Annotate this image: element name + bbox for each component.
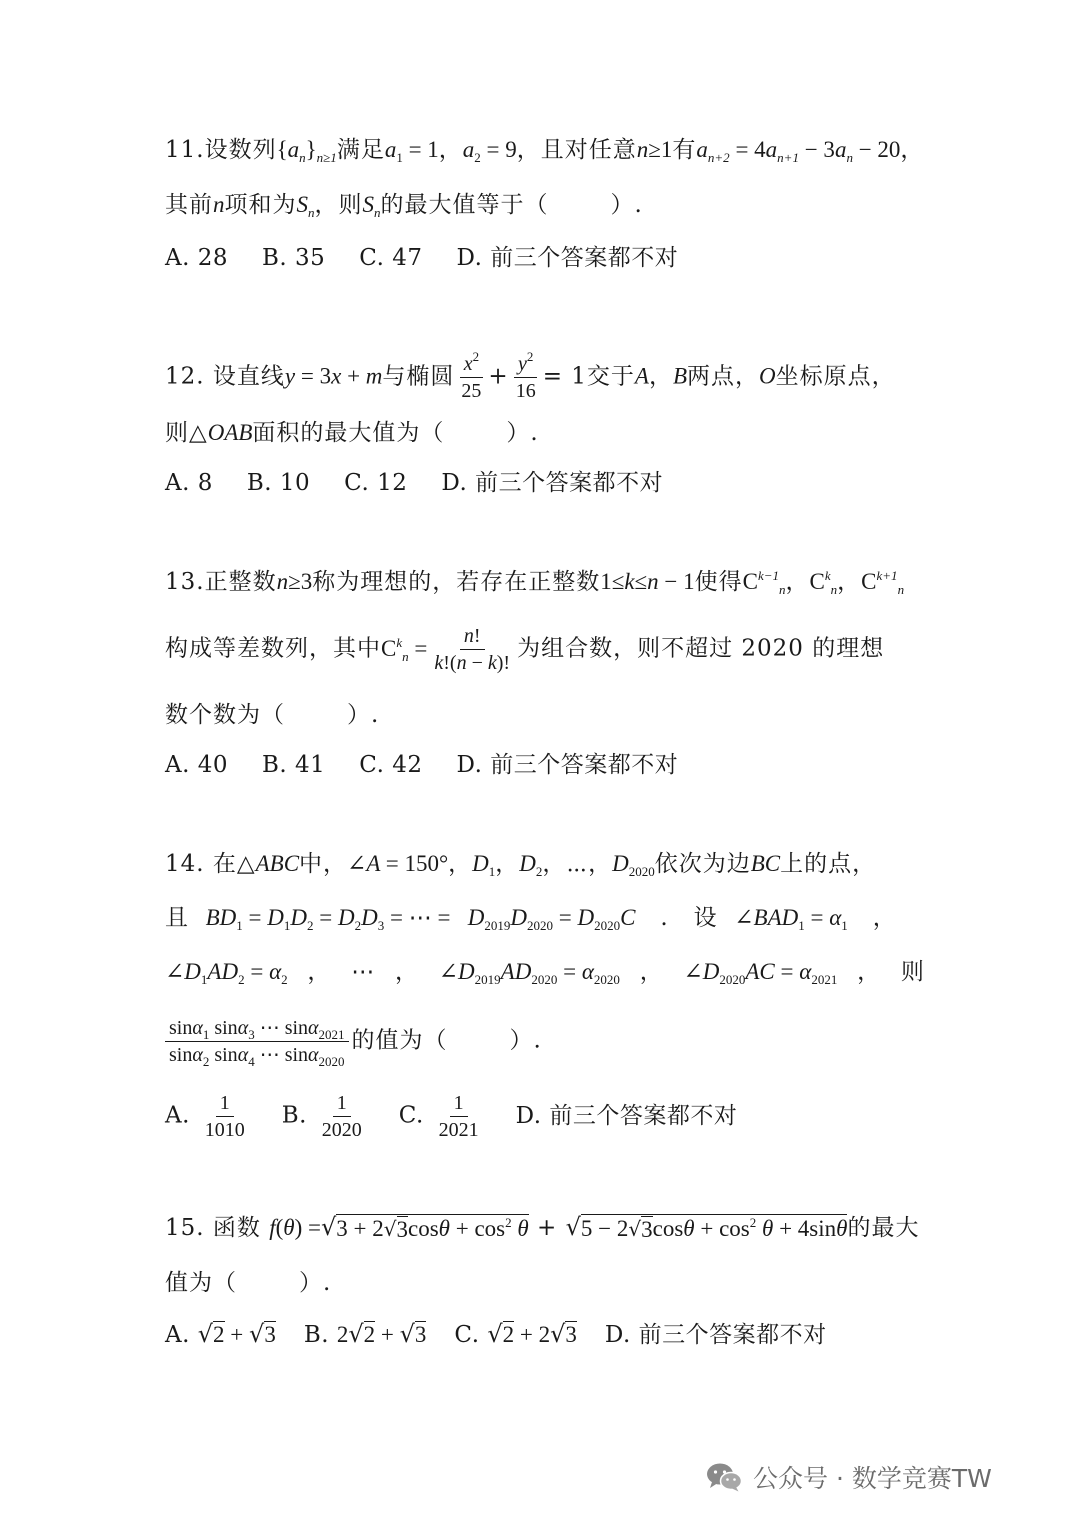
q14-option-c[interactable]: C. $\frac{1}{2021}$ [398, 1092, 479, 1141]
q12-line-1: 12. 设直线y = 3x + m与椭圆 $\frac{x^2}{25}$ + $\frac{y^2}{16}$ = 1交于A，B两点，O坐标原点， [165, 349, 896, 402]
q14-line-3: $\angle D_1AD_2 = \alpha_2$ ， ⋯ ， $\angle D_{2019}AD_{2020} = \alpha_{2020}$ ， $\angle D_{2020}AC = \alpha_{2021}$ ， 则 [165, 959, 925, 987]
q12-option-b[interactable]: B. 10 [246, 470, 311, 496]
q12-option-d[interactable]: D. 前三个答案都不对 [441, 470, 664, 496]
q12-option-a[interactable]: A. 8 [165, 470, 213, 496]
q12-options [165, 466, 925, 500]
q13-options [165, 748, 925, 782]
q14-line-1: 14. 在△ABC中，∠A = 150°，$D_1$，$D_2$，⋯，$D_{2020}$依次为边BC上的点， [165, 851, 877, 879]
q14-option-a[interactable]: A. $\frac{1}{1010}$ [165, 1092, 245, 1141]
q11-line-2: 其前n项和为$S_n$，则$S_n$的最大值等于（ ）. [165, 192, 643, 220]
q15-options [165, 1318, 925, 1352]
q13-option-d[interactable]: D. 前三个答案都不对 [456, 752, 679, 778]
q14-option-d[interactable]: D. 前三个答案都不对 [515, 1102, 738, 1129]
q15-line-2: 值为（ ）. [165, 1270, 332, 1296]
sine-product-fraction: $\frac{\sin\alpha_1 \sin\alpha_3 \cdots \sin\alpha_{2021}}{\sin\alpha_2 \sin\alpha_4 \cdots \sin\alpha_{2020}}$ [165, 1017, 349, 1066]
ellipse-fraction-y: $\frac{y^2}{16}$ [515, 349, 536, 402]
q13-line-2: 构成等差数列，其中$C^k_n$ = $\frac{n!}{k!(n - k)!}$ 为组合数，则不超过 2020 的理想 [165, 625, 885, 674]
q15-option-a[interactable]: A. √ 2 + √ 3 [165, 1320, 276, 1348]
ellipse-fraction-x: $\frac{x^2}{25}$ [461, 349, 482, 402]
combination-fraction: $\frac{n!}{k!(n - k)!}$ [434, 625, 511, 674]
q15-option-d[interactable]: D. 前三个答案都不对 [604, 1322, 827, 1348]
watermark-text: 公众号 · 数学竞赛TW [753, 1464, 992, 1493]
q14-options [165, 1092, 925, 1141]
q13-line-3: 数个数为（ ）. [165, 702, 380, 728]
q15-option-b[interactable]: B. 2 √ 2 + √ 3 [303, 1320, 427, 1348]
q14-option-b[interactable]: B. $\frac{1}{2020}$ [281, 1092, 362, 1141]
q11-option-c[interactable]: C. 47 [359, 245, 423, 271]
q11-option-a[interactable]: A. 28 [165, 245, 228, 271]
q13-option-b[interactable]: B. 41 [262, 752, 326, 778]
q14-line-4: $\frac{\sin\alpha_1 \sin\alpha_3 \cdots \sin\alpha_{2021}}{\sin\alpha_2 \sin\alpha_4 \cdots \sin\alpha_{2020}}$ 的值为（ ）. [165, 1017, 925, 1066]
wechat-icon [705, 1461, 743, 1493]
wechat-watermark [705, 1457, 992, 1497]
q13-option-c[interactable]: C. 42 [359, 752, 423, 778]
sqrt-expression-2: √ 5 − 2 √ 3 $\cos\theta + \cos^2 \theta + 4\sin\theta$ [565, 1213, 848, 1242]
sqrt-expression-1: √ 3 + 2 √ 3 $\cos\theta + \cos^2 \theta$ [320, 1213, 529, 1242]
q11-option-b[interactable]: B. 35 [262, 245, 326, 271]
q15-line-1: 15. 函数 f(θ) = √ 3 + 2 √ 3 $\cos\theta + \cos^2 \theta$ + √ 5 − 2 √ 3 $\cos\theta + \cos^2 \theta + 4\sin\theta$ 的最大 [165, 1213, 920, 1242]
q11-line-1: 11.设数列$\{a_n\}_{n\ge 1}$满足$a_1 = 1$，$a_2 = 9$，且对任意n≥1有$a_{n+2} = 4a_{n+1} - 3a_n - 20$， [165, 137, 925, 165]
q14-line-2: 且 $BD_1 = D_1D_2 = D_2D_3$ = ⋯ = $D_{2019}D_{2020} = D_{2020}C$ . 设 $\angle BAD_1 = \alpha_1$ ， [165, 905, 897, 933]
q15-option-c[interactable]: C. √ 2 + 2 √ 3 [454, 1320, 577, 1348]
q13-option-a[interactable]: A. 40 [165, 752, 228, 778]
q12-line-2: 则△OAB面积的最大值为（ ）. [165, 420, 539, 446]
q13-line-1: 13.正整数n≥3称为理想的，若存在正整数1≤k≤n − 1使得$C^{k-1}_n$，$C^k_n$，$C^{k+1}_n$ [165, 568, 905, 597]
q12-option-c[interactable]: C. 12 [344, 470, 408, 496]
q11-options [165, 241, 925, 275]
q11-option-d[interactable]: D. 前三个答案都不对 [456, 245, 679, 271]
